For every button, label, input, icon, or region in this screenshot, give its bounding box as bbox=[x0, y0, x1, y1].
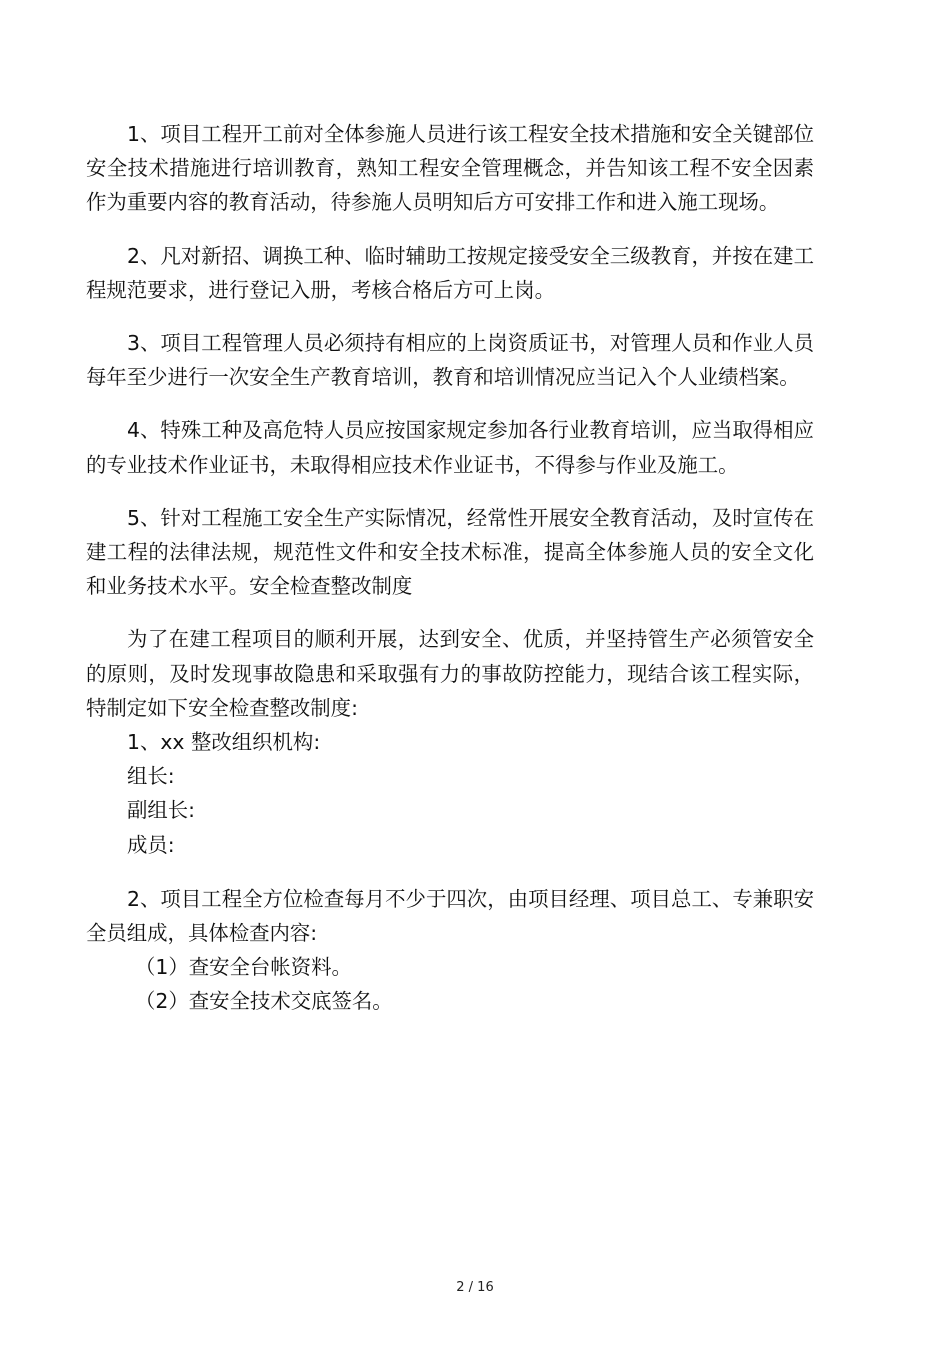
inspection-item-1: （1）查安全台帐资料。 bbox=[135, 955, 352, 980]
org-heading: 1、xx 整改组织机构: bbox=[127, 730, 321, 755]
paragraph-2: 2、凡对新招、调换工种、临时辅助工按规定接受安全三级教育，并按在建工程规范要求，进行登记入册，考核合格后方可上岗。 bbox=[86, 243, 814, 302]
paragraph-1: 1、项目工程开工前对全体参施人员进行该工程安全技术措施和安全关键部位安全技术措施进行培训教育，熟知工程安全管理概念，并告知该工程不安全因素作为重要内容的教育活动，待参施人员明知后方可安排工作和进入施工现场。 bbox=[86, 122, 814, 215]
inspection-item-2: （2）查安全技术交底签名。 bbox=[135, 989, 393, 1014]
org-role-leader: 组长: bbox=[127, 764, 175, 789]
paragraph-intro: 为了在建工程项目的顺利开展，达到安全、优质，并坚持管生产必须管安全的原则，及时发现事故隐患和采取强有力的事故防控能力，现结合该工程实际，特制定如下安全检查整改制度: bbox=[86, 627, 814, 720]
inspection-paragraph: 2、项目工程全方位检查每月不少于四次，由项目经理、项目总工、专兼职安全员组成，具体检查内容: bbox=[86, 886, 814, 946]
org-role-deputy: 副组长: bbox=[127, 798, 196, 823]
page-number: 2 / 16 bbox=[456, 1280, 494, 1295]
paragraph-3: 3、项目工程管理人员必须持有相应的上岗资质证书，对管理人员和作业人员每年至少进行一次安全生产教育培训，教育和培训情况应当记入个人业绩档案。 bbox=[86, 331, 814, 390]
paragraph-4: 4、特殊工种及高危特人员应按国家规定参加各行业教育培训，应当取得相应的专业技术作业证书，未取得相应技术作业证书，不得参与作业及施工。 bbox=[86, 418, 814, 477]
org-role-members: 成员: bbox=[127, 832, 175, 857]
paragraph-5: 5、针对工程施工安全生产实际情况，经常性开展安全教育活动，及时宣传在建工程的法律法规，规范性文件和安全技术标准，提高全体参施人员的安全文化和业务技术水平。安全检查整改制度 bbox=[86, 505, 814, 599]
document-body bbox=[86, 117, 814, 1019]
